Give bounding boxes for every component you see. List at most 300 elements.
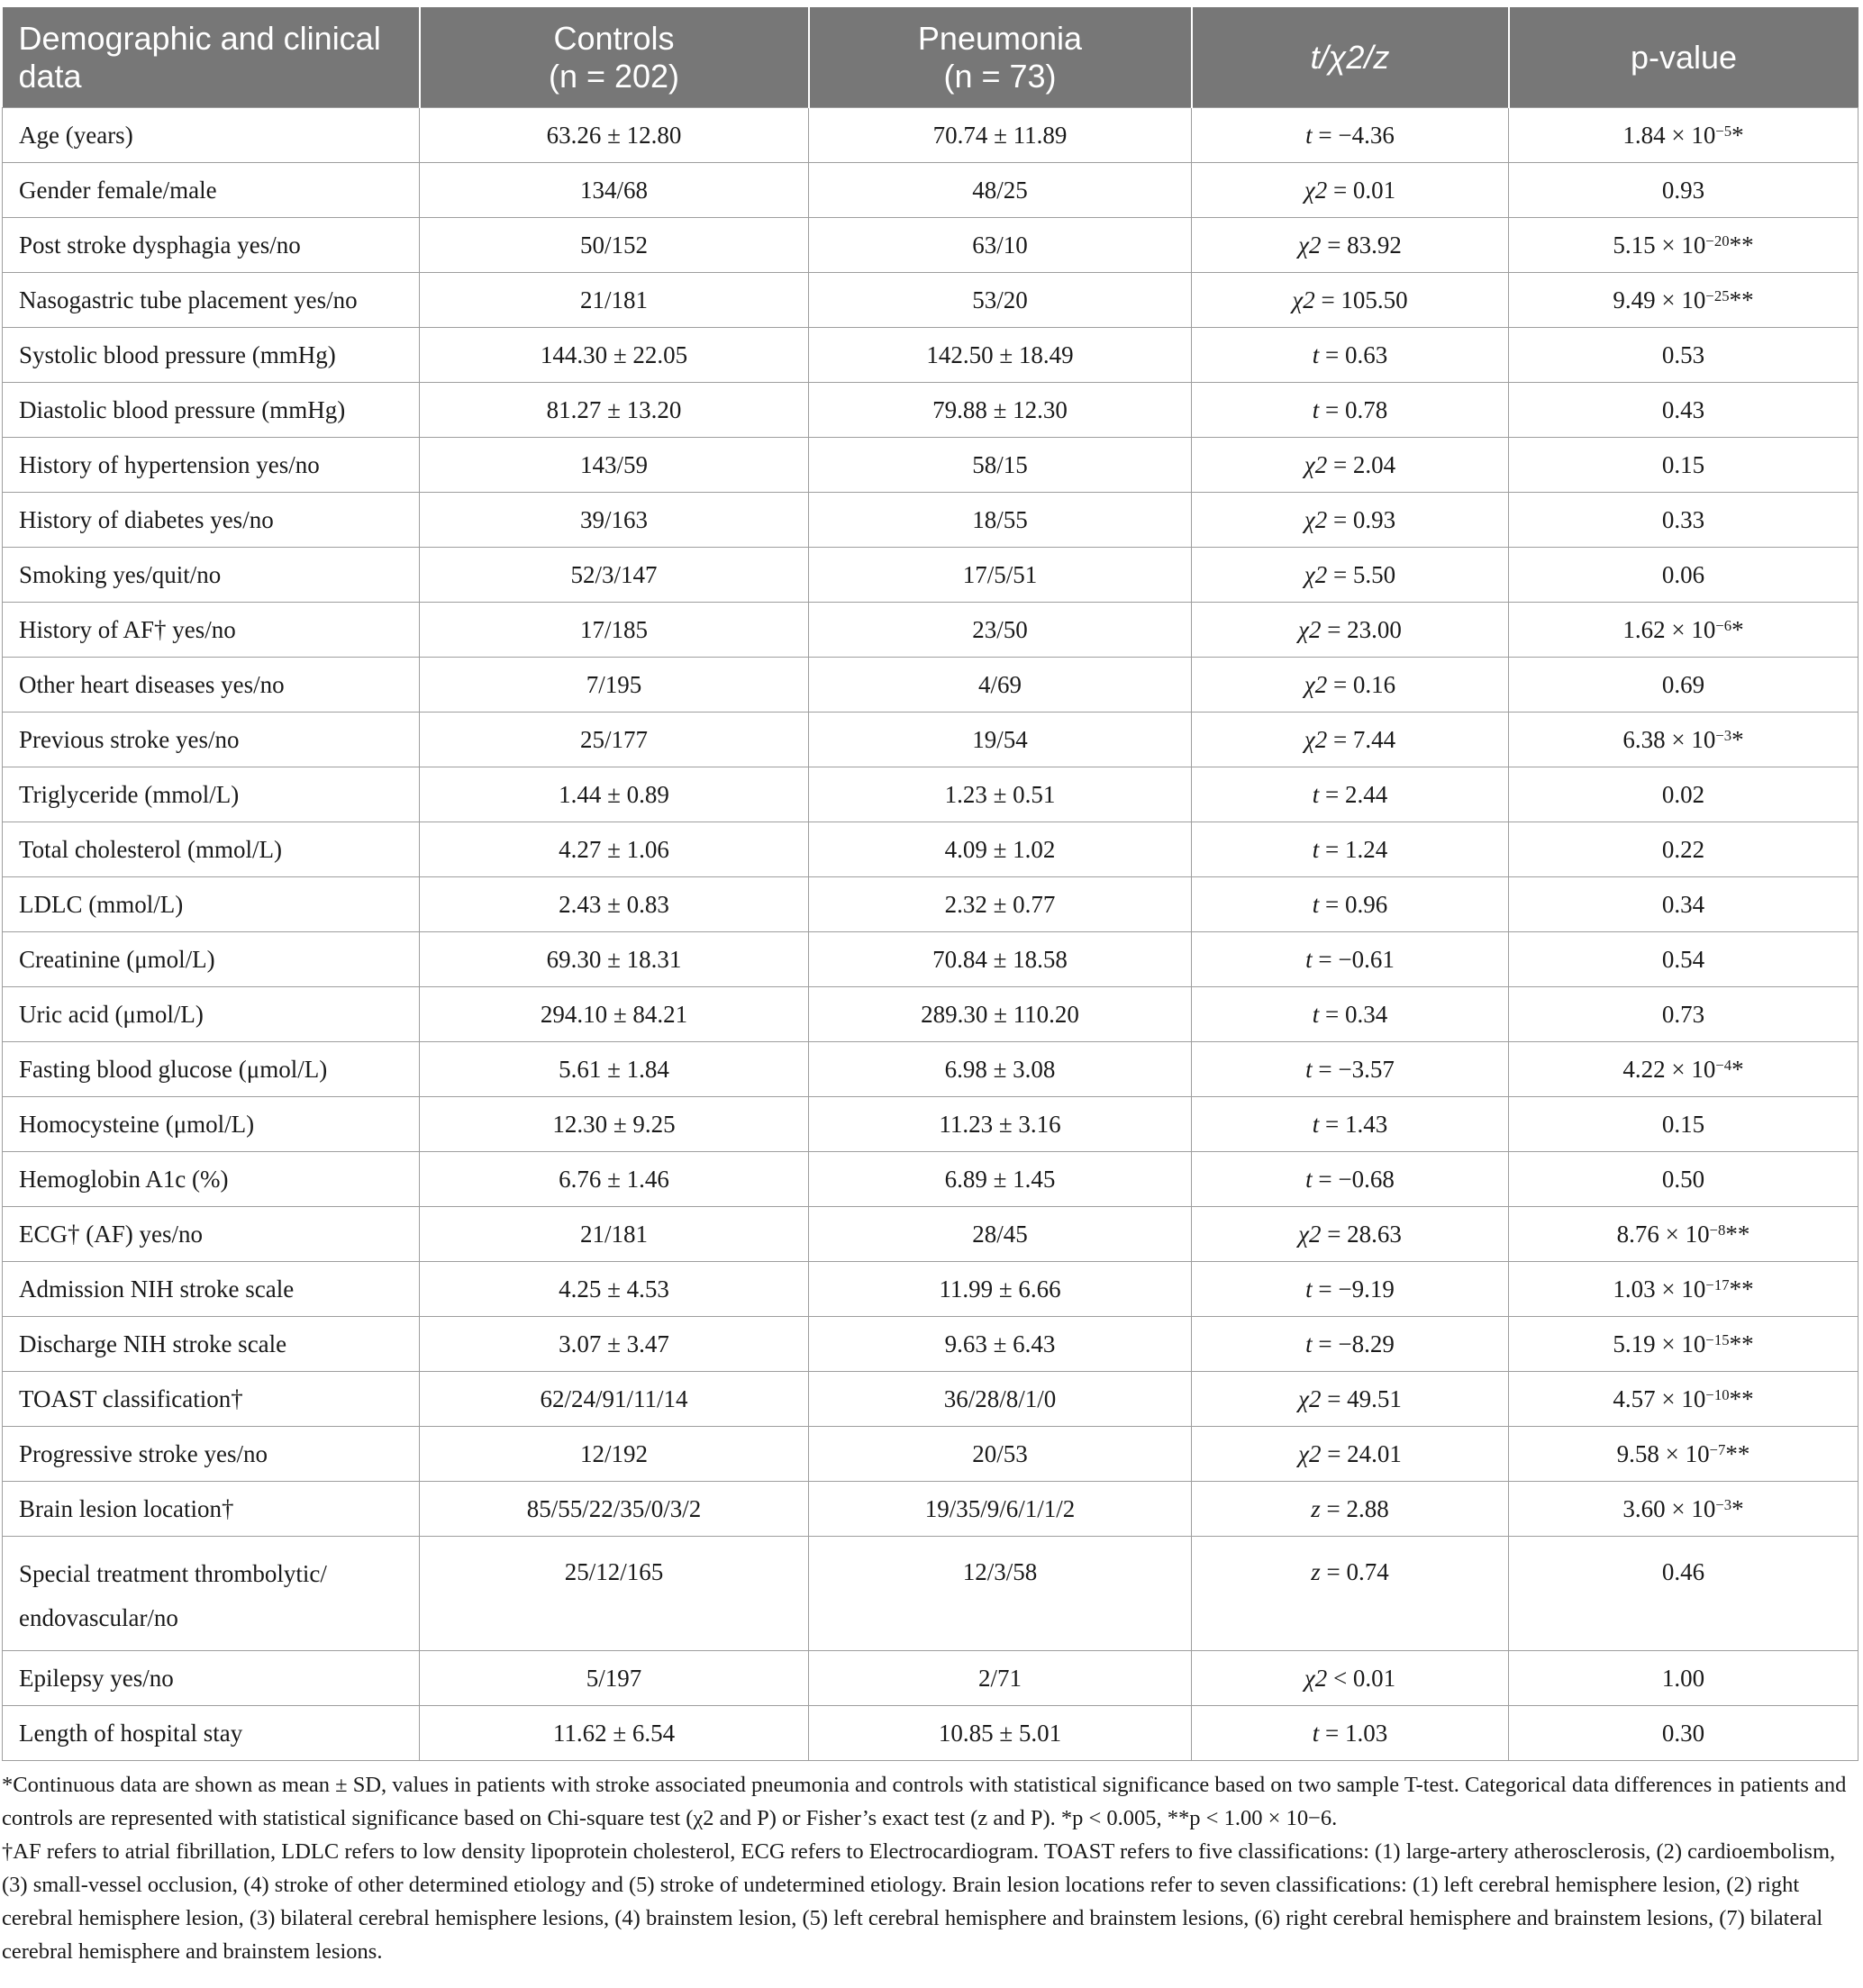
significance-marker: **: [1729, 286, 1754, 313]
statistic-value: [1192, 1427, 1509, 1482]
row-label: Other heart diseases yes/no: [3, 658, 420, 713]
p-value-base: 6.38 × 10: [1622, 726, 1716, 753]
row-label: Post stroke dysphagia yes/no: [3, 218, 420, 273]
statistic-value: [1192, 383, 1509, 438]
statistic-value: [1192, 273, 1509, 328]
header-statistic: [1192, 7, 1509, 108]
row-label: Progressive stroke yes/no: [3, 1427, 420, 1482]
demographics-table: [2, 7, 1858, 1761]
p-value-base: 4.57 × 10: [1613, 1385, 1706, 1412]
header-pvalue-label: p-value: [1630, 38, 1738, 76]
row-label: History of AF† yes/no: [3, 603, 420, 658]
pneumonia-value: 6.89 ± 1.45: [809, 1152, 1192, 1207]
table-row: [3, 1097, 1858, 1152]
header-controls-n: (n = 202): [548, 57, 680, 95]
controls-value: 3.07 ± 3.47: [420, 1317, 809, 1372]
row-label: Hemoglobin A1c (%): [3, 1152, 420, 1207]
pneumonia-value: 142.50 ± 18.49: [809, 328, 1192, 383]
p-value: [1509, 713, 1858, 767]
statistic-symbol: χ2: [1304, 506, 1328, 533]
p-value: [1509, 1372, 1858, 1427]
statistic-symbol: t: [1312, 396, 1320, 423]
p-value-base: 8.76 × 10: [1616, 1221, 1710, 1248]
statistic-number: = 0.74: [1320, 1558, 1389, 1585]
controls-value: 62/24/91/11/14: [420, 1372, 809, 1427]
statistic-symbol: t: [1312, 781, 1320, 808]
row-label: Smoking yes/quit/no: [3, 548, 420, 603]
controls-value: 11.62 ± 6.54: [420, 1706, 809, 1761]
significance-marker: **: [1729, 231, 1754, 259]
pneumonia-value: 9.63 ± 6.43: [809, 1317, 1192, 1372]
row-label: Special treatment thrombolytic/ endovascular/no: [3, 1537, 420, 1651]
statistic-value: [1192, 1042, 1509, 1097]
significance-marker: **: [1729, 1275, 1754, 1303]
p-value: [1509, 328, 1858, 383]
statistic-value: [1192, 1097, 1509, 1152]
controls-value: 21/181: [420, 273, 809, 328]
pneumonia-value: 19/54: [809, 713, 1192, 767]
pneumonia-value: 6.98 ± 3.08: [809, 1042, 1192, 1097]
statistic-symbol: χ2: [1298, 1440, 1322, 1467]
controls-value: 7/195: [420, 658, 809, 713]
controls-value: 85/55/22/35/0/3/2: [420, 1482, 809, 1537]
p-value-base: 1.00: [1661, 1665, 1705, 1692]
table-body: [3, 108, 1858, 1761]
statistic-value: [1192, 328, 1509, 383]
statistic-number: = −0.68: [1312, 1166, 1395, 1193]
p-value-base: 0.46: [1661, 1558, 1705, 1585]
statistic-symbol: t: [1312, 891, 1320, 918]
table-row: [3, 1042, 1858, 1097]
p-value: [1509, 1097, 1858, 1152]
significance-marker: *: [1731, 1495, 1744, 1522]
statistic-value: [1192, 1706, 1509, 1761]
statistic-value: [1192, 987, 1509, 1042]
statistic-value: [1192, 603, 1509, 658]
table-row: [3, 713, 1858, 767]
table-row: [3, 1427, 1858, 1482]
p-value: [1509, 438, 1858, 493]
table-row: [3, 218, 1858, 273]
table-row: [3, 328, 1858, 383]
statistic-symbol: χ2: [1304, 1665, 1328, 1692]
table-row: [3, 1482, 1858, 1537]
header-pneumonia: [809, 7, 1192, 108]
p-value: [1509, 383, 1858, 438]
p-value-base: 0.43: [1661, 396, 1705, 423]
statistic-symbol: z: [1311, 1495, 1321, 1522]
statistic-number: = 23.00: [1321, 616, 1402, 643]
p-value-exponent: −5: [1715, 123, 1732, 141]
p-value: [1509, 658, 1858, 713]
row-label: TOAST classification†: [3, 1372, 420, 1427]
p-value: [1509, 548, 1858, 603]
pneumonia-value: 79.88 ± 12.30: [809, 383, 1192, 438]
p-value-exponent: −4: [1715, 1057, 1732, 1075]
p-value: [1509, 1651, 1858, 1706]
controls-value: 4.25 ± 4.53: [420, 1262, 809, 1317]
statistic-symbol: t: [1312, 1720, 1320, 1747]
statistic-value: [1192, 767, 1509, 822]
statistic-number: = 0.16: [1327, 671, 1396, 698]
statistic-number: = 1.03: [1319, 1720, 1388, 1747]
table-row: [3, 932, 1858, 987]
pneumonia-value: 4.09 ± 1.02: [809, 822, 1192, 877]
controls-value: 52/3/147: [420, 548, 809, 603]
statistic-number: = 28.63: [1321, 1221, 1402, 1248]
statistic-value: [1192, 218, 1509, 273]
controls-value: 1.44 ± 0.89: [420, 767, 809, 822]
row-label: Brain lesion location†: [3, 1482, 420, 1537]
statistic-number: = 1.43: [1319, 1111, 1388, 1138]
p-value-base: 0.22: [1661, 836, 1705, 863]
statistic-value: [1192, 1152, 1509, 1207]
statistic-value: [1192, 1482, 1509, 1537]
statistic-symbol: t: [1305, 1166, 1313, 1193]
statistic-value: [1192, 822, 1509, 877]
p-value: [1509, 932, 1858, 987]
table-row: [3, 1152, 1858, 1207]
statistic-symbol: χ2: [1298, 616, 1322, 643]
p-value-exponent: −10: [1705, 1386, 1730, 1404]
pneumonia-value: 289.30 ± 110.20: [809, 987, 1192, 1042]
pneumonia-value: 23/50: [809, 603, 1192, 658]
table-container: [2, 7, 1858, 1968]
header-pneumonia-n: (n = 73): [943, 57, 1057, 95]
statistic-value: [1192, 493, 1509, 548]
statistic-number: = 7.44: [1327, 726, 1396, 753]
table-row: [3, 658, 1858, 713]
p-value: [1509, 1042, 1858, 1097]
table-row: [3, 1207, 1858, 1262]
pneumonia-value: 2.32 ± 0.77: [809, 877, 1192, 932]
statistic-value: [1192, 1207, 1509, 1262]
header-controls-label: Controls: [553, 19, 675, 57]
statistic-number: = 105.50: [1314, 286, 1408, 313]
p-value-base: 1.62 × 10: [1622, 616, 1716, 643]
p-value-base: 0.54: [1661, 946, 1705, 973]
p-value-base: 0.33: [1661, 506, 1705, 533]
controls-value: 25/12/165: [420, 1537, 809, 1651]
statistic-value: [1192, 438, 1509, 493]
row-label: Discharge NIH stroke scale: [3, 1317, 420, 1372]
p-value-base: 3.60 × 10: [1622, 1495, 1716, 1522]
pneumonia-value: 1.23 ± 0.51: [809, 767, 1192, 822]
controls-value: 143/59: [420, 438, 809, 493]
statistic-symbol: χ2: [1298, 231, 1322, 259]
statistic-number: = −0.61: [1312, 946, 1395, 973]
statistic-symbol: χ2: [1298, 1221, 1322, 1248]
statistic-number: = 2.44: [1319, 781, 1388, 808]
pneumonia-value: 10.85 ± 5.01: [809, 1706, 1192, 1761]
statistic-number: = 0.01: [1327, 177, 1396, 204]
statistic-number: = 83.92: [1321, 231, 1402, 259]
p-value-base: 0.06: [1661, 561, 1705, 588]
p-value-exponent: −8: [1709, 1221, 1726, 1239]
statistic-number: = 0.34: [1319, 1001, 1388, 1028]
controls-value: 21/181: [420, 1207, 809, 1262]
statistic-value: [1192, 1262, 1509, 1317]
row-label: Systolic blood pressure (mmHg): [3, 328, 420, 383]
pneumonia-value: 36/28/8/1/0: [809, 1372, 1192, 1427]
p-value-exponent: −3: [1715, 727, 1732, 745]
statistic-value: [1192, 932, 1509, 987]
table-row: [3, 548, 1858, 603]
statistic-symbol: t: [1312, 836, 1320, 863]
statistic-number: = 49.51: [1321, 1385, 1402, 1412]
row-label: History of diabetes yes/no: [3, 493, 420, 548]
controls-value: 2.43 ± 0.83: [420, 877, 809, 932]
table-row: [3, 493, 1858, 548]
p-value: [1509, 1537, 1858, 1651]
p-value-base: 0.50: [1661, 1166, 1705, 1193]
row-label: History of hypertension yes/no: [3, 438, 420, 493]
statistic-value: [1192, 877, 1509, 932]
statistic-number: < 0.01: [1327, 1665, 1396, 1692]
pneumonia-value: 58/15: [809, 438, 1192, 493]
p-value-exponent: −15: [1705, 1331, 1730, 1349]
pneumonia-value: 48/25: [809, 163, 1192, 218]
p-value: [1509, 1152, 1858, 1207]
p-value-base: 9.49 × 10: [1613, 286, 1706, 313]
statistic-symbol: t: [1312, 1111, 1320, 1138]
statistic-number: = 2.88: [1320, 1495, 1389, 1522]
controls-value: 5/197: [420, 1651, 809, 1706]
controls-value: 144.30 ± 22.05: [420, 328, 809, 383]
controls-value: 69.30 ± 18.31: [420, 932, 809, 987]
p-value-base: 4.22 × 10: [1622, 1056, 1716, 1083]
statistic-number: = −9.19: [1312, 1275, 1395, 1303]
p-value: [1509, 163, 1858, 218]
statistic-value: [1192, 1537, 1509, 1651]
row-label: Uric acid (μmol/L): [3, 987, 420, 1042]
controls-value: 39/163: [420, 493, 809, 548]
significance-marker: **: [1729, 1330, 1754, 1357]
statistic-number: = 0.63: [1319, 341, 1388, 368]
statistic-number: = 24.01: [1321, 1440, 1402, 1467]
header-pneumonia-label: Pneumonia: [917, 19, 1083, 57]
pneumonia-value: 2/71: [809, 1651, 1192, 1706]
p-value-base: 0.15: [1661, 1111, 1705, 1138]
table-row: [3, 1262, 1858, 1317]
statistic-value: [1192, 658, 1509, 713]
table-row: [3, 108, 1858, 163]
statistic-value: [1192, 713, 1509, 767]
statistic-number: = 1.24: [1319, 836, 1388, 863]
table-row: [3, 1372, 1858, 1427]
footnote-significance: *Continuous data are shown as mean ± SD, values in patients with stroke associated pneumonia and controls with statistical significance based on two sample T-test. Categorical data differences in patients and controls are represented with statistical significance based on Chi-square test (χ2 and P) or Fisher’s exact test (z and P). *p < 0.005, **p < 1.00 × 10−6.: [2, 1773, 1847, 1830]
pneumonia-value: 17/5/51: [809, 548, 1192, 603]
controls-value: 134/68: [420, 163, 809, 218]
controls-value: 17/185: [420, 603, 809, 658]
significance-marker: *: [1731, 616, 1744, 643]
controls-value: 81.27 ± 13.20: [420, 383, 809, 438]
row-label: Epilepsy yes/no: [3, 1651, 420, 1706]
p-value: [1509, 1207, 1858, 1262]
table-row: [3, 1651, 1858, 1706]
row-label: Age (years): [3, 108, 420, 163]
statistic-symbol: t: [1305, 1056, 1313, 1083]
p-value: [1509, 1262, 1858, 1317]
row-label: Triglyceride (mmol/L): [3, 767, 420, 822]
p-value-exponent: −25: [1705, 287, 1730, 305]
p-value: [1509, 822, 1858, 877]
header-demographic: Demographic and clinical data: [3, 7, 420, 108]
table-row: [3, 383, 1858, 438]
statistic-value: [1192, 108, 1509, 163]
p-value: [1509, 273, 1858, 328]
p-value-exponent: −20: [1705, 232, 1730, 250]
pneumonia-value: 70.74 ± 11.89: [809, 108, 1192, 163]
statistic-number: = 5.50: [1327, 561, 1396, 588]
statistic-symbol: χ2: [1304, 671, 1328, 698]
row-label: Admission NIH stroke scale: [3, 1262, 420, 1317]
statistic-number: = −3.57: [1312, 1056, 1395, 1083]
statistic-symbol: t: [1305, 1330, 1313, 1357]
footnote-abbreviations: †AF refers to atrial fibrillation, LDLC refers to low density lipoprotein cholesterol, ECG refers to Electrocardiogram. TOAST refers to five classifications: (1) large-artery atherosclerosis, (2) cardioembolism, (3) small-vessel occlusion, (4) stroke of other determined etiology and (5) stroke of undetermined etiology. Brain lesion locations refer to seven classifications: (1) left cerebral hemisphere lesion, (2) right cerebral hemisphere lesion, (3) bilateral cerebral hemisphere lesions, (4) brainstem lesion, (5) left cerebral hemisphere and brainstem lesions, (6) right cerebral hemisphere and brainstem lesions, (7) bilateral cerebral hemisphere and brainstem lesions.: [2, 1839, 1836, 1964]
row-label: Diastolic blood pressure (mmHg): [3, 383, 420, 438]
table-row: [3, 273, 1858, 328]
p-value-base: 0.02: [1661, 781, 1705, 808]
controls-value: 50/152: [420, 218, 809, 273]
statistic-symbol: t: [1305, 122, 1313, 149]
pneumonia-value: 53/20: [809, 273, 1192, 328]
statistic-value: [1192, 163, 1509, 218]
significance-marker: **: [1725, 1221, 1750, 1248]
table-row: [3, 877, 1858, 932]
pneumonia-value: 4/69: [809, 658, 1192, 713]
p-value-exponent: −6: [1715, 617, 1732, 635]
p-value: [1509, 767, 1858, 822]
table-row: [3, 603, 1858, 658]
significance-marker: **: [1729, 1385, 1754, 1412]
statistic-value: [1192, 1372, 1509, 1427]
pneumonia-value: 12/3/58: [809, 1537, 1192, 1651]
p-value-base: 0.93: [1661, 177, 1705, 204]
footnotes: [2, 1768, 1858, 1968]
statistic-value: [1192, 1317, 1509, 1372]
p-value: [1509, 108, 1858, 163]
p-value-base: 0.73: [1661, 1001, 1705, 1028]
statistic-number: = 0.96: [1319, 891, 1388, 918]
statistic-symbol: t: [1312, 1001, 1320, 1028]
table-row: [3, 822, 1858, 877]
p-value-exponent: −7: [1709, 1441, 1726, 1459]
statistic-symbol: χ2: [1304, 451, 1328, 478]
header-controls: [420, 7, 809, 108]
statistic-symbol: t: [1305, 1275, 1313, 1303]
statistic-symbol: χ2: [1298, 1385, 1322, 1412]
row-label: LDLC (mmol/L): [3, 877, 420, 932]
statistic-number: = −8.29: [1312, 1330, 1395, 1357]
p-value-base: 0.30: [1661, 1720, 1705, 1747]
statistic-number: = −4.36: [1312, 122, 1395, 149]
row-label: Length of hospital stay: [3, 1706, 420, 1761]
p-value: [1509, 1482, 1858, 1537]
header-statistic-label: t/χ2/z: [1310, 38, 1390, 76]
row-label: Gender female/male: [3, 163, 420, 218]
statistic-symbol: χ2: [1292, 286, 1315, 313]
row-label: Previous stroke yes/no: [3, 713, 420, 767]
p-value: [1509, 1706, 1858, 1761]
significance-marker: *: [1731, 122, 1744, 149]
controls-value: 63.26 ± 12.80: [420, 108, 809, 163]
controls-value: 6.76 ± 1.46: [420, 1152, 809, 1207]
p-value-base: 1.03 × 10: [1613, 1275, 1706, 1303]
p-value: [1509, 218, 1858, 273]
p-value: [1509, 493, 1858, 548]
table-row: [3, 987, 1858, 1042]
statistic-number: = 0.78: [1319, 396, 1388, 423]
controls-value: 294.10 ± 84.21: [420, 987, 809, 1042]
table-row: [3, 438, 1858, 493]
statistic-symbol: t: [1312, 341, 1320, 368]
statistic-symbol: χ2: [1304, 177, 1328, 204]
p-value-base: 9.58 × 10: [1616, 1440, 1710, 1467]
p-value-base: 1.84 × 10: [1622, 122, 1716, 149]
header-pvalue: [1509, 7, 1858, 108]
p-value-base: 0.15: [1661, 451, 1705, 478]
controls-value: 25/177: [420, 713, 809, 767]
statistic-symbol: t: [1305, 946, 1313, 973]
p-value-exponent: −3: [1715, 1496, 1732, 1514]
p-value-base: 0.34: [1661, 891, 1705, 918]
statistic-number: = 0.93: [1327, 506, 1396, 533]
table-row: [3, 163, 1858, 218]
pneumonia-value: 11.23 ± 3.16: [809, 1097, 1192, 1152]
statistic-symbol: z: [1311, 1558, 1321, 1585]
statistic-value: [1192, 1651, 1509, 1706]
pneumonia-value: 19/35/9/6/1/1/2: [809, 1482, 1192, 1537]
p-value: [1509, 1317, 1858, 1372]
row-label: Homocysteine (μmol/L): [3, 1097, 420, 1152]
p-value-base: 5.19 × 10: [1613, 1330, 1706, 1357]
statistic-value: [1192, 548, 1509, 603]
row-label: Creatinine (μmol/L): [3, 932, 420, 987]
statistic-symbol: χ2: [1304, 561, 1328, 588]
row-label: Fasting blood glucose (μmol/L): [3, 1042, 420, 1097]
statistic-symbol: χ2: [1304, 726, 1328, 753]
p-value: [1509, 603, 1858, 658]
row-label: Total cholesterol (mmol/L): [3, 822, 420, 877]
significance-marker: *: [1731, 726, 1744, 753]
pneumonia-value: 63/10: [809, 218, 1192, 273]
p-value: [1509, 987, 1858, 1042]
pneumonia-value: 18/55: [809, 493, 1192, 548]
row-label: Nasogastric tube placement yes/no: [3, 273, 420, 328]
significance-marker: *: [1731, 1056, 1744, 1083]
pneumonia-value: 20/53: [809, 1427, 1192, 1482]
p-value-base: 0.53: [1661, 341, 1705, 368]
p-value: [1509, 1427, 1858, 1482]
statistic-number: = 2.04: [1327, 451, 1396, 478]
table-row: [3, 1537, 1858, 1651]
p-value: [1509, 877, 1858, 932]
header-row: [3, 7, 1858, 108]
significance-marker: **: [1725, 1440, 1750, 1467]
controls-value: 12.30 ± 9.25: [420, 1097, 809, 1152]
controls-value: 4.27 ± 1.06: [420, 822, 809, 877]
table-row: [3, 1317, 1858, 1372]
row-label: ECG† (AF) yes/no: [3, 1207, 420, 1262]
controls-value: 5.61 ± 1.84: [420, 1042, 809, 1097]
table-row: [3, 767, 1858, 822]
pneumonia-value: 11.99 ± 6.66: [809, 1262, 1192, 1317]
p-value-exponent: −17: [1705, 1276, 1730, 1294]
p-value-base: 0.69: [1661, 671, 1705, 698]
table-row: [3, 1706, 1858, 1761]
pneumonia-value: 28/45: [809, 1207, 1192, 1262]
